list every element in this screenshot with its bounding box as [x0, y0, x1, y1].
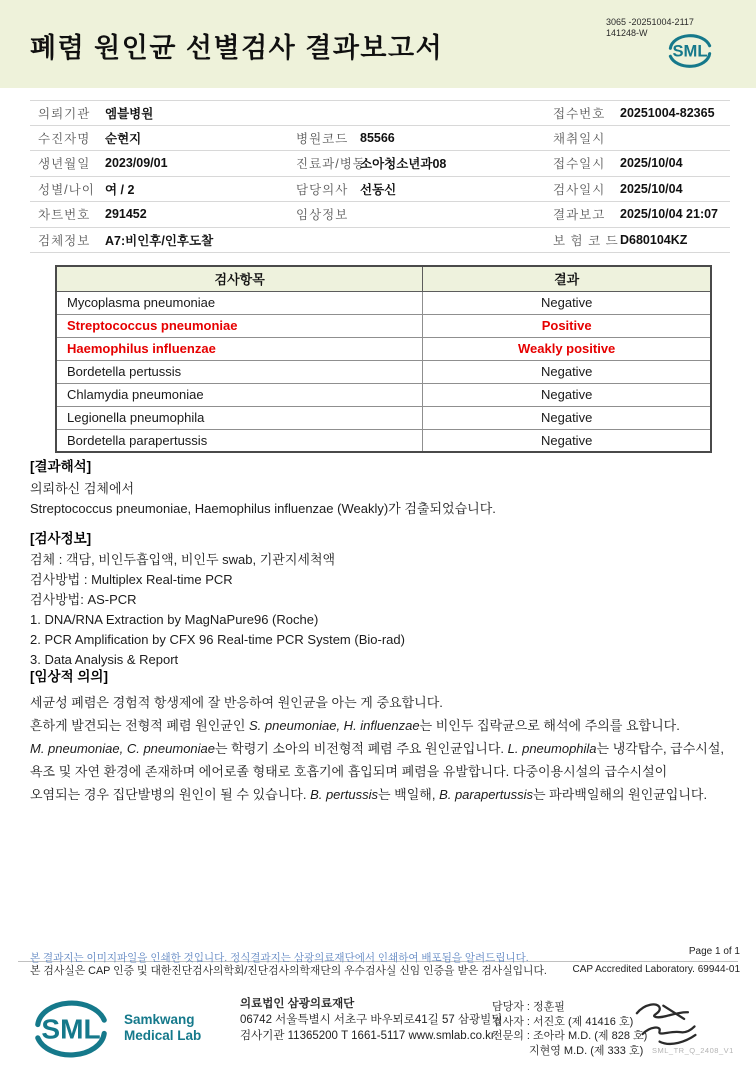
- organization-address: 06742 서울특별시 서초구 바우뫼로41길 57 삼광빌딩: [240, 1014, 503, 1026]
- test-item: Chlamydia pneumoniae: [56, 383, 423, 406]
- field-value: 2023/09/01: [105, 156, 168, 171]
- test-result: Positive: [423, 314, 711, 337]
- field-label: 성별/나이: [38, 182, 95, 197]
- page-title: 폐렴 원인균 선별검사 결과보고서: [30, 33, 444, 63]
- field-label: 담당의사: [296, 182, 349, 197]
- clinical-line: 욕조 및 자연 환경에 존재하며 에어로졸 형태로 호흡기에 흡입되며 폐렴을 유발합니다. 다중이용시설의 급수시설이: [30, 764, 668, 779]
- patient-row: [30, 151, 730, 177]
- field-value: 85566: [360, 130, 395, 145]
- column-header-result: 결과: [423, 266, 711, 291]
- field-value: 2025/10/04 21:07: [620, 207, 719, 222]
- field-label: 의뢰기관: [38, 106, 91, 121]
- field-label: 채취일시: [553, 131, 606, 146]
- column-header-item: 검사항목: [56, 266, 423, 291]
- field-value: D680104KZ: [620, 232, 688, 247]
- organization-name: 의료법인 삼광의료재단: [240, 998, 355, 1010]
- test-item: Bordetella pertussis: [56, 360, 423, 383]
- field-label: 진료과/병동: [296, 157, 366, 172]
- interpretation-section: [30, 455, 496, 519]
- field-label: 수진자명: [38, 131, 91, 146]
- field-value: 20251004-82365: [620, 105, 715, 120]
- organization-contact: 검사기관 11365200 T 1661-5117 www.smlab.co.kr: [240, 1030, 495, 1042]
- brand-line: Medical Lab: [124, 1028, 202, 1043]
- test-result: Negative: [423, 360, 711, 383]
- sml-logo-icon: [26, 998, 116, 1060]
- staff-line: 검사자 : 서진호 (제 41416 호): [492, 1015, 634, 1028]
- test-info-line: 1. DNA/RNA Extraction by MagNaPure96 (Roche): [30, 612, 319, 627]
- field-value: A7:비인후/인후도찰: [105, 233, 214, 248]
- clinical-line: 세균성 폐렴은 경험적 항생제에 잘 반응하여 원인균을 아는 게 중요합니다.: [30, 695, 443, 710]
- report-header-band: [0, 0, 756, 88]
- test-info-line: 검사방법 : Multiplex Real-time PCR: [30, 572, 233, 587]
- test-item: Streptococcus pneumoniae: [56, 314, 423, 337]
- patient-row: [30, 228, 730, 254]
- field-label: 임상정보: [296, 208, 349, 223]
- test-info-line: 2. PCR Amplification by CFX 96 Real-time PCR System (Bio-rad): [30, 632, 405, 647]
- patient-row: [30, 126, 730, 152]
- clinical-line: M. pneumoniae, C. pneumoniae는 학령기 소아의 비전형적 폐렴 주요 원인균입니다. L. pneumophila는 냉각탑수, 급수시설,: [30, 741, 725, 756]
- clinical-line: 오염되는 경우 집단발병의 원인이 될 수 있습니다. B. pertussis는 백일해, B. parapertussis는 파라백일해의 원인균입니다.: [30, 787, 708, 802]
- image-print-notice: 본 결과지는 이미지파일을 인쇄한 것입니다. 정식결과지는 삼광의료재단에서 인쇄하여 배포됨을 알려드립니다.: [30, 952, 529, 964]
- interpretation-line: Streptococcus pneumoniae, Haemophilus influenzae (Weakly)가 검출되었습니다.: [30, 501, 496, 516]
- field-label: 생년월일: [38, 157, 91, 172]
- document-code-line1: 3065 -20251004-2117: [606, 17, 694, 27]
- test-info-line: 검사방법: AS-PCR: [30, 592, 137, 607]
- field-value: 291452: [105, 207, 147, 222]
- field-label: 결과보고: [553, 208, 606, 223]
- patient-row: [30, 100, 730, 126]
- patient-row: [30, 202, 730, 228]
- test-item: Mycoplasma pneumoniae: [56, 291, 423, 314]
- test-result: Negative: [423, 429, 711, 452]
- field-label: 검체정보: [38, 233, 91, 248]
- result-row: [56, 314, 711, 337]
- clinical-significance-section: [30, 665, 730, 806]
- field-label: 차트번호: [38, 208, 91, 223]
- field-value: 여 / 2: [105, 182, 135, 197]
- test-info-line: 검체 : 객담, 비인두흡입액, 비인두 swab, 기관지세척액: [30, 552, 336, 567]
- page-number: Page 1 of 1: [688, 946, 740, 957]
- sml-logo-text: SML: [672, 41, 708, 61]
- field-label: 접수번호: [553, 106, 606, 121]
- test-result: Negative: [423, 406, 711, 429]
- cap-accredited-label: CAP Accredited Laboratory. 69944-01: [572, 964, 740, 975]
- result-row: [56, 291, 711, 314]
- test-item: Haemophilus influenzae: [56, 337, 423, 360]
- sml-logo-text: SML: [41, 1013, 101, 1045]
- field-value: 소아청소년과08: [360, 157, 447, 172]
- staff-line: 담당자 : 정훈필: [492, 1001, 565, 1013]
- signature-icon: [630, 1000, 708, 1052]
- staff-line: 전문의 : 조아라 M.D. (제 828 호): [492, 1030, 648, 1042]
- lab-address-block: [240, 996, 502, 1044]
- lab-brand-name: [124, 1012, 201, 1044]
- test-info-line: 3. Data Analysis & Report: [30, 652, 179, 667]
- field-label: 병원코드: [296, 131, 349, 146]
- field-value: 엠블병원: [105, 106, 154, 121]
- field-label: 검사일시: [553, 182, 606, 197]
- clinical-heading: [임상적 의의]: [30, 669, 108, 684]
- brand-line: Samkwang: [124, 1012, 195, 1027]
- result-row: [56, 406, 711, 429]
- field-label: 보 험 코 드: [553, 233, 619, 248]
- result-row: [56, 337, 711, 360]
- field-value: 2025/10/04: [620, 156, 683, 171]
- form-code-label: SML_TR_Q_2408_V1: [652, 1046, 734, 1055]
- test-result: Negative: [423, 383, 711, 406]
- test-result: Weakly positive: [423, 337, 711, 360]
- document-code-line2: 141248-W: [606, 28, 648, 38]
- test-item: Bordetella parapertussis: [56, 429, 423, 452]
- field-value: 선동신: [360, 182, 397, 197]
- staff-block: [492, 1000, 647, 1058]
- results-table: [55, 265, 712, 453]
- test-item: Legionella pneumophila: [56, 406, 423, 429]
- result-row: [56, 360, 711, 383]
- interpretation-heading: [결과해석]: [30, 459, 92, 474]
- results-header-row: [56, 266, 711, 291]
- field-value: 순현지: [105, 131, 142, 146]
- sml-logo-icon: [666, 30, 714, 72]
- clinical-line: 흔하게 발견되는 전형적 폐렴 원인균인 S. pneumoniae, H. influenzae는 비인두 집락균으로 해석에 주의를 요합니다.: [30, 718, 680, 733]
- staff-line: 지현영 M.D. (제 333 호): [529, 1044, 644, 1057]
- test-info-heading: [검사정보]: [30, 531, 92, 546]
- cap-certification-notice: 본 검사실은 CAP 인증 및 대한진단검사의학회/진단검사의학재단의 우수검사실 신임 인증을 받은 검사실입니다.: [30, 965, 547, 977]
- field-label: 접수일시: [553, 157, 606, 172]
- field-value: 2025/10/04: [620, 181, 683, 196]
- test-info-section: [30, 527, 405, 670]
- result-row: [56, 383, 711, 406]
- result-row: [56, 429, 711, 452]
- patient-info-table: [30, 100, 730, 253]
- patient-row: [30, 177, 730, 203]
- test-result: Negative: [423, 291, 711, 314]
- interpretation-line: 의뢰하신 검체에서: [30, 481, 135, 496]
